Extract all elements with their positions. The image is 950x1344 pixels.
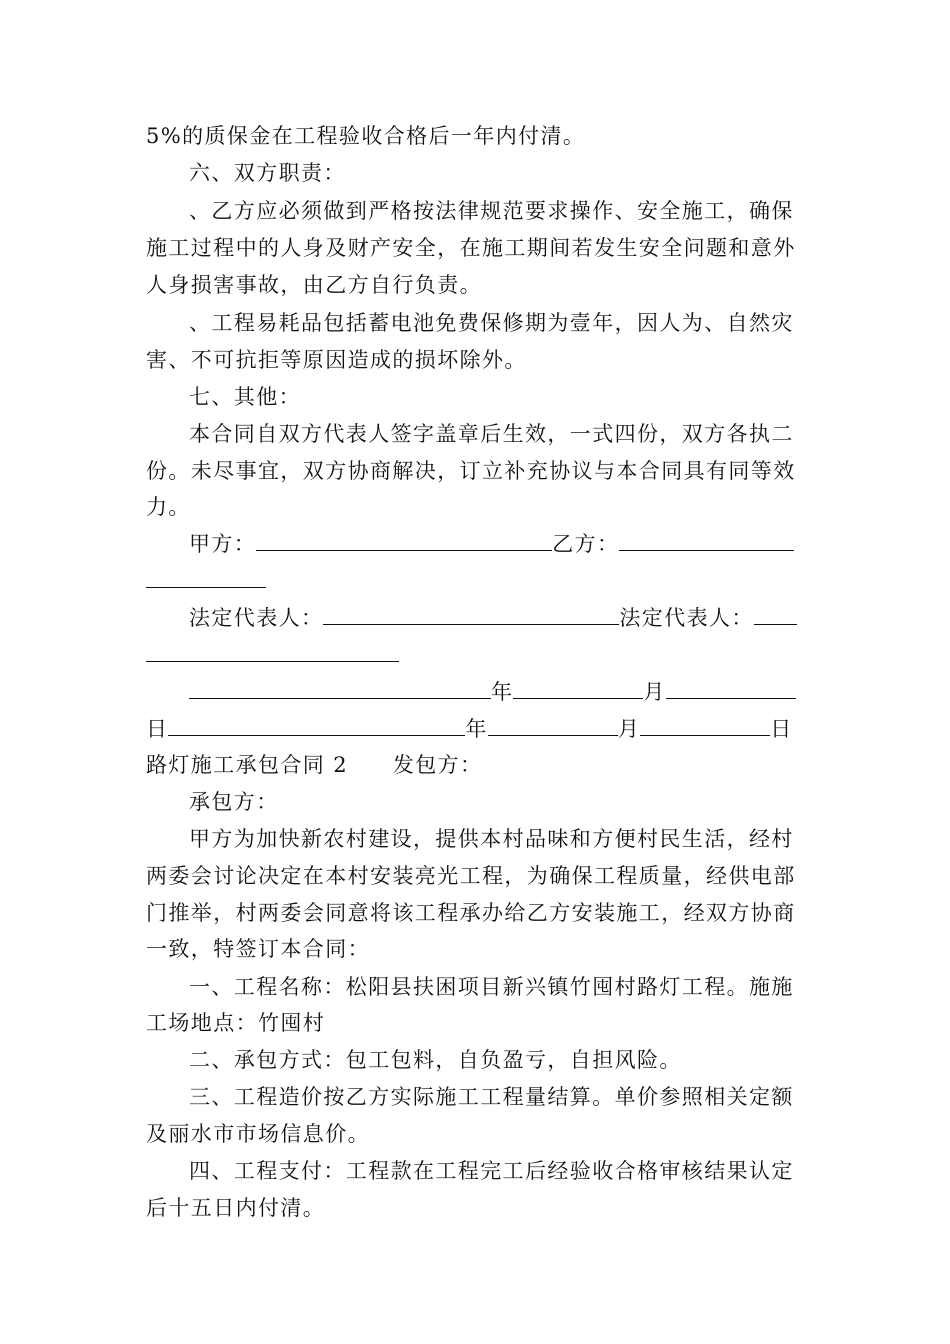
day-blank [666, 676, 796, 699]
section-heading: 七、其他： [189, 385, 301, 409]
month-label: 月 [617, 717, 641, 741]
text-line: 三、工程造价按乙方实际施工工程量结算。单价参照相关定额 [189, 1085, 794, 1109]
party-a-label: 甲方： [189, 532, 257, 556]
year-blank [168, 713, 465, 736]
text-line: 、乙方应必须做到严格按法律规范要求操作、安全施工，确保 [189, 199, 794, 223]
month-blank [488, 713, 618, 736]
text-line: 、工程易耗品包括蓄电池免费保修期为壹年，因人为、自然灾 [189, 311, 794, 335]
day-blank [640, 713, 770, 736]
text-line: 人身损害事故，由乙方自行负责。 [146, 273, 482, 297]
section-heading: 六、双方职责： [189, 161, 346, 185]
text-line: 一致，特签订本合同： [146, 937, 370, 961]
text-line: 四、工程支付：工程款在工程完工后经验收合格审核结果认定 [189, 1159, 794, 1183]
rep-a-label: 法定代表人： [189, 606, 324, 630]
year-label: 年 [491, 680, 514, 704]
rep-a-blank [323, 602, 619, 625]
signature-line-cont [146, 565, 266, 595]
party-b-blank-cont [146, 565, 266, 588]
text-line: 后十五日内付清。 [146, 1196, 326, 1220]
signature-line-reps [189, 602, 797, 632]
text-line: 两委会讨论决定在本村安装亮光工程，为确保工程质量，经供电部 [146, 864, 796, 888]
text-line: 份。未尽事宜，双方协商解决，订立补充协议与本合同具有同等效 [146, 459, 796, 483]
rep-b-blank [754, 602, 797, 625]
date-line [146, 713, 793, 743]
text-line: 二、承包方式：包工包料，自负盈亏，自担风险。 [189, 1048, 682, 1072]
rep-b-label: 法定代表人： [619, 606, 754, 630]
text-line: 5%的质保金在工程验收合格后一年内付清。 [146, 124, 586, 148]
date-line [189, 676, 796, 706]
text-line: 承包方： [189, 790, 279, 814]
year-label: 年 [465, 717, 488, 741]
rep-b-blank-cont [146, 639, 399, 662]
text-line: 一、工程名称：松阳县扶困项目新兴镇竹囤村路灯工程。施施 [189, 975, 794, 999]
party-a-blank [256, 528, 552, 551]
party-b-label: 乙方： [552, 532, 620, 556]
text-line: 害、不可抗拒等原因造成的损坏除外。 [146, 348, 527, 372]
month-blank [513, 676, 643, 699]
text-line: 施工过程中的人身及财产安全，在施工期间若发生安全问题和意外 [146, 236, 796, 260]
text-line: 及丽水市市场信息价。 [146, 1122, 370, 1146]
text-line: 力。 [146, 495, 191, 519]
year-blank [189, 676, 491, 699]
text-line: 本合同自双方代表人签字盖章后生效，一式四份，双方各执二 [189, 422, 794, 446]
text-line: 门推举，村两委会同意将该工程承办给乙方安装施工，经双方协商 [146, 901, 796, 925]
text-line: 甲方为加快新农村建设，提供本村品味和方便村民生活，经村 [189, 827, 794, 851]
month-label: 月 [643, 680, 666, 704]
signature-line-parties [189, 528, 794, 558]
text-line: 工场地点：竹囤村 [146, 1011, 326, 1035]
day-label: 日 [770, 717, 793, 741]
contract-title: 路灯施工承包合同 2 发包方： [146, 753, 483, 777]
signature-line-cont [146, 639, 399, 669]
party-b-blank [619, 528, 794, 551]
day-label: 日 [146, 717, 169, 741]
